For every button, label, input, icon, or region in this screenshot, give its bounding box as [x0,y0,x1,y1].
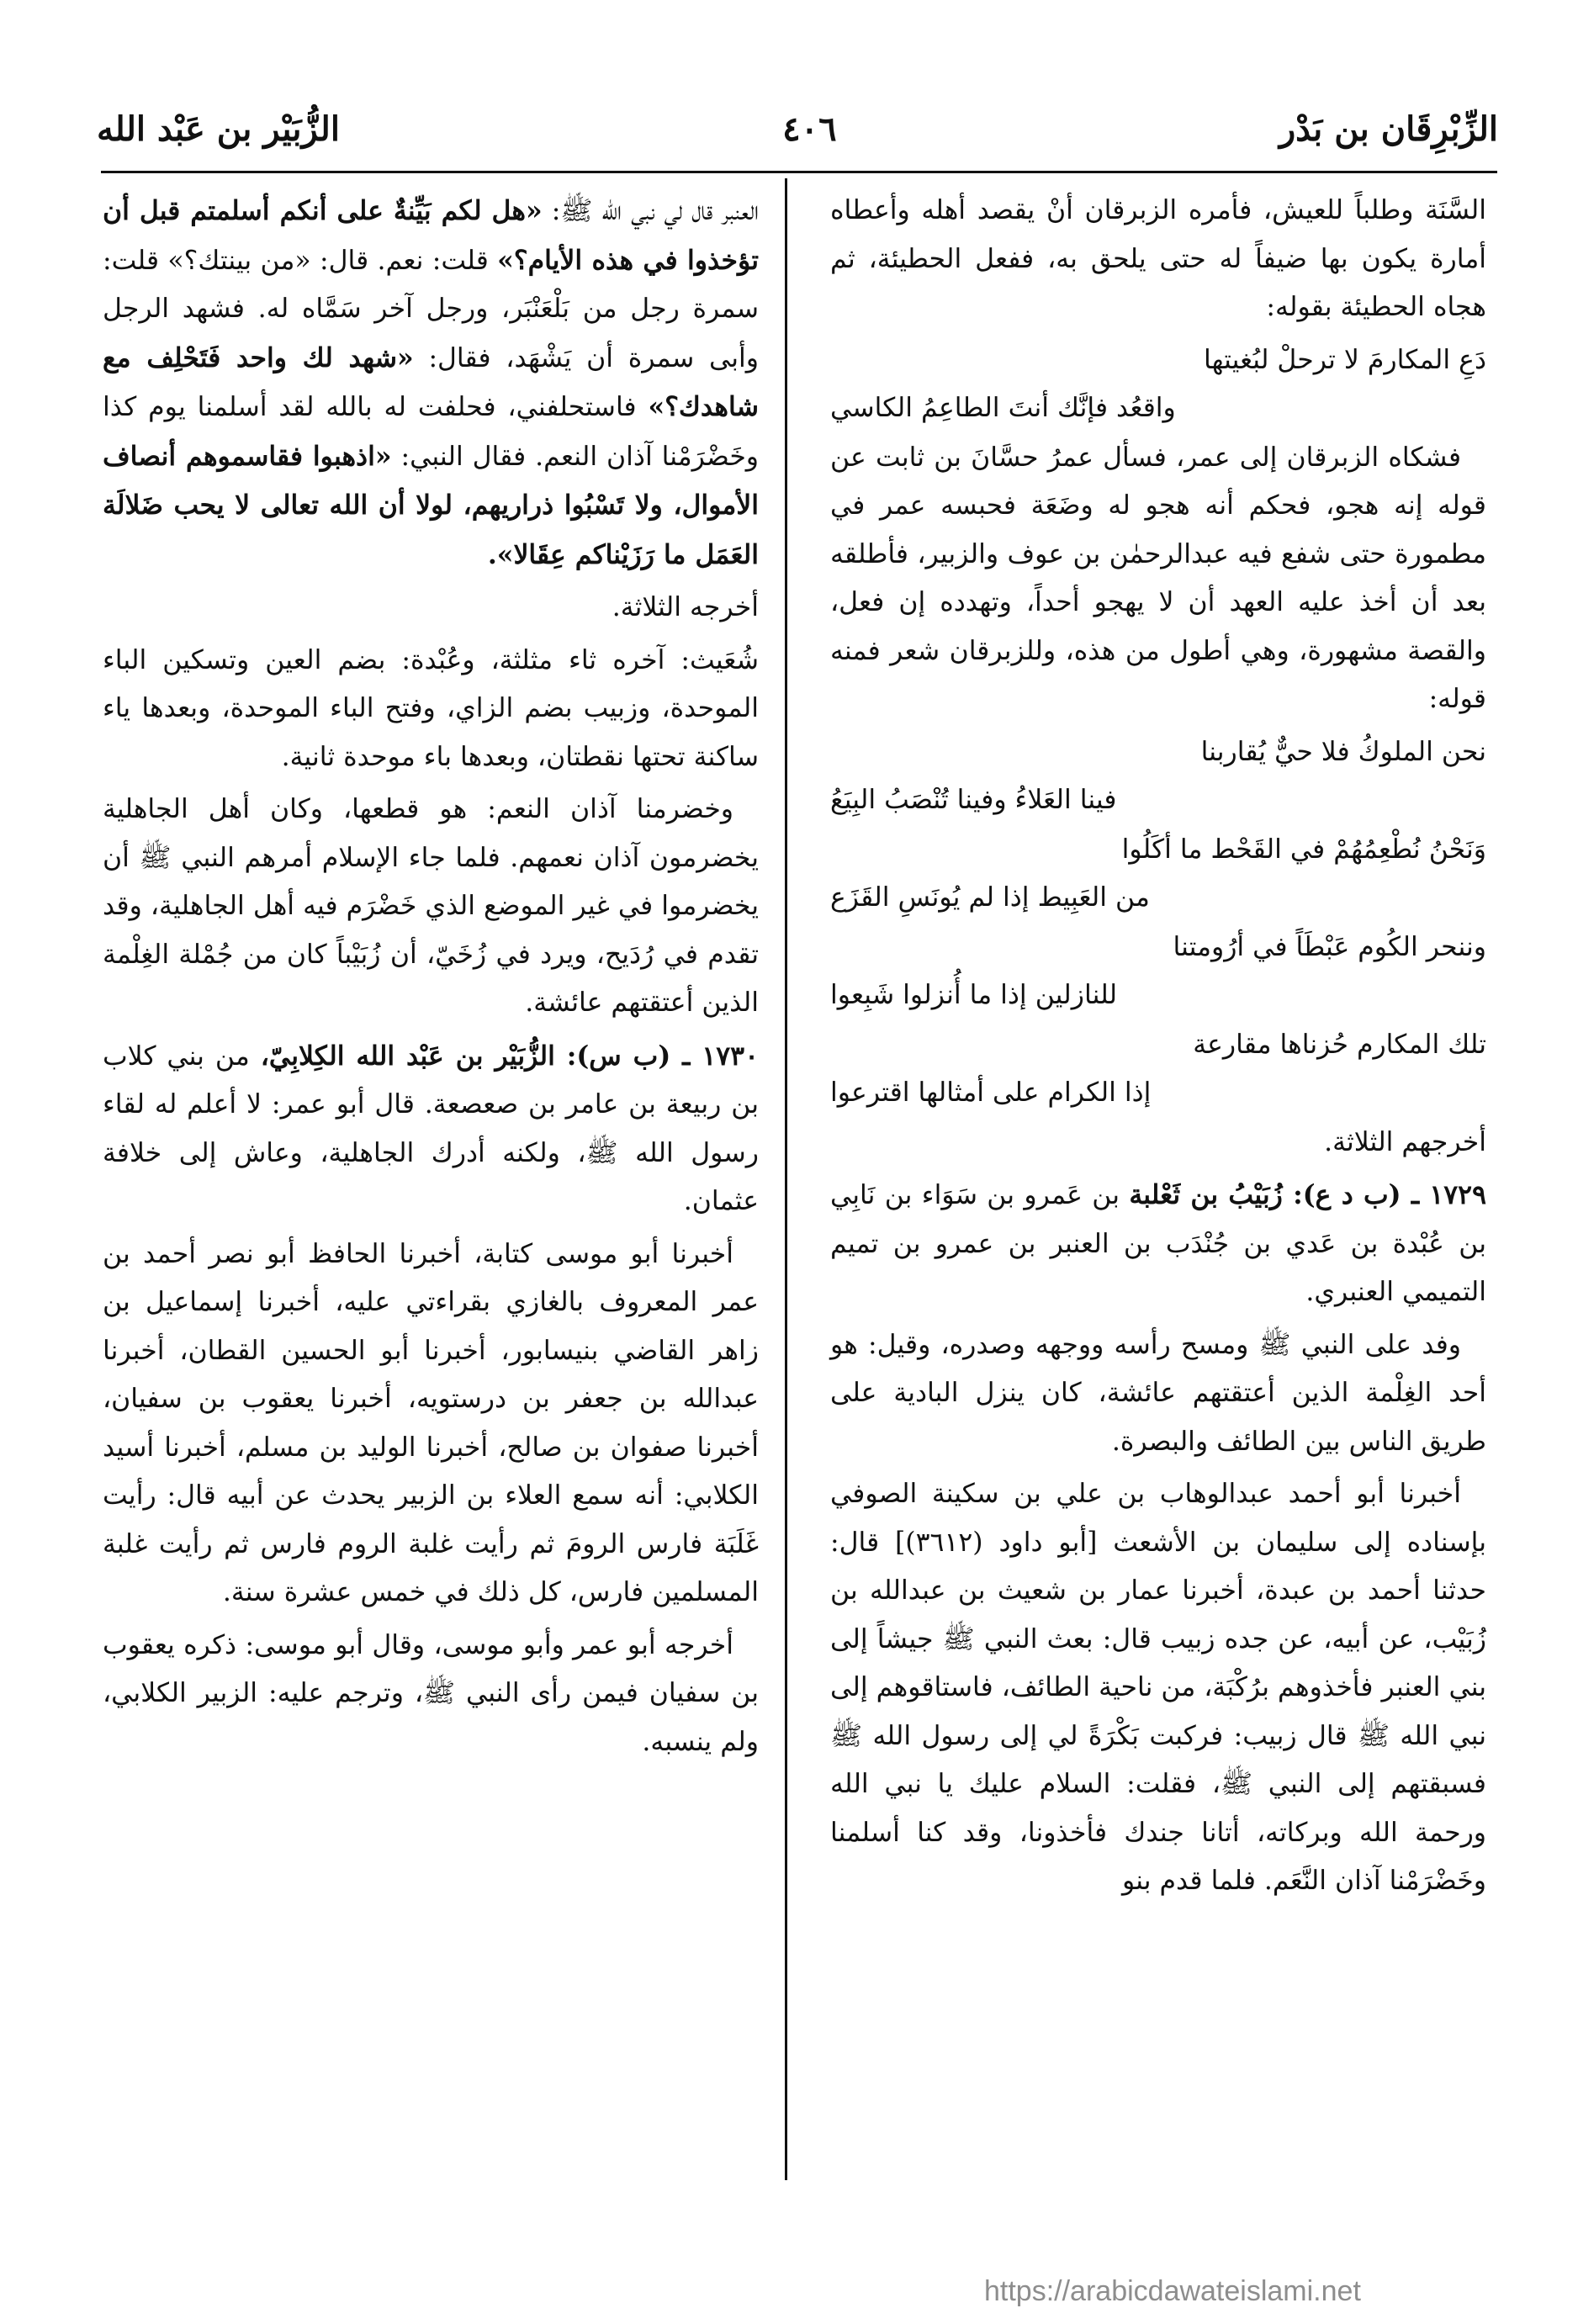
verse-hemistich: واقعُد فإنَّك أنتَ الطاعِمُ الكاسي [830,393,1176,423]
entry-heading-1730: ١٧٣٠ ـ (ب س): الزُّبَيْر بن عَبْد الله الكِلابِيّ، [260,1040,759,1072]
paragraph: وفد على النبي ﷺ ومسح رأسه ووجهه وصدره، وقيل: هو أحد الغِلْمة الذين أعتقتهم عائشة، كان ينزل البادية على طريق الناس بين الطائف والبصرة. [830,1329,1486,1457]
entry-heading-1729: ١٧٢٩ ـ (ب د ع): زُبَيْبُ بن ثَعْلبة [1129,1179,1487,1210]
right-column [830,187,1486,1910]
paragraph: أخرجه الثلاثة. [612,592,759,622]
paragraph: وخضرمنا آذان النعم: هو قطعها، وكان أهل الجاهلية يخضرمون آذان نعمهم. فلما جاء الإسلام أمرهم النبي ﷺ أن يخضرموا في غير الموضع الذي خَضْرَم فيه أهل الجاهلية، وقد تقدم في رُدَيح، ويرد في زُخَيّ، أن زُبَيْباً كان من جُمْلة الغِلْمة الذين أعتقتهم عائشة. [103,794,759,1018]
verse [830,1021,1486,1118]
running-title-right: الزِّبْرِقَان بن بَدْر [1279,109,1498,149]
paragraph: أخرجه أبو عمر وأبو موسى، وقال أبو موسى: ذكره يعقوب بن سفيان فيمن رأى النبي ﷺ، وترجم عليه: الزبير الكلابي، ولم ينسبه. [103,1629,759,1757]
paragraph: أخرجهم الثلاثة. [1324,1126,1486,1157]
verse-hemistich: دَعِ المكارمَ لا ترحلْ لبُغيتها [1203,344,1486,375]
hadith-quote: «اذهبوا فقاسموهم أنصاف الأموال، ولا تَسْبُوا ذراريهم، لولا أن الله تعالى لا يحب ضَلالَة العَمَل ما رَزَيْناكم عِقَالا». [103,440,759,570]
paragraph: فشكاه الزبرقان إلى عمر، فسأل عمرُ حسَّانَ بن ثابت عن قوله إنه هجو، فحكم أنه هجو له وضَعَة فحبسه عمر في مطمورة حتى شفع فيه عبدالرحمٰن بن عوف والزبير، فأطلقه بعد أن أخذ عليه العهد أن لا يهجو أحداً، وتهدده إن فعل، والقصة مشهورة، وهي أطول من هذه، وللزبرقان شعر فمنه قوله: [830,442,1486,714]
entry-paragraph [103,1032,759,1226]
paragraph: أخبرنا أبو أحمد عبدالوهاب بن علي بن سكينة الصوفي بإسناده إلى سليمان بن الأشعث [أبو داود (٣٦١٢)] قال: حدثنا أحمد بن عبدة، أخبرنا عمار بن شعيث بن عبدالله بن زُبَيْب، عن أبيه، عن جده زبيب قال: بعث النبي ﷺ جيشاً إلى بني العنبر فأخذوهم برُكْبَة، من ناحية الطائف، فاستاقوهم إلى نبي الله ﷺ قال زبيب: فركبت بَكْرَةً لي إلى رسول الله ﷺ فسبقتهم إلى النبي ﷺ، فقلت: السلام عليك يا نبي الله ورحمة الله وبركاته، أتانا جندك فأخذونا، وقد كنا أسلمنا وخَضْرَمْنا آذان النَّعَم. فلما قدم بنو [830,1479,1486,1896]
entry-text: من بني كلاب بن ربيعة بن عامر بن صعصعة. قال أبو عمر: لا أعلم له لقاء رسول الله ﷺ، ولكنه أدرك الجاهلية، وعاش إلى خلافة عثمان. [103,1040,759,1216]
verse-hemistich: وَنَحْنُ نُطْعِمُهُمْ في القَحْط ما أكَلُوا [1121,834,1486,865]
left-column [103,187,759,1771]
paragraph: السَّنَة وطلباً للعيش، فأمره الزبرقان أنْ يقصد أهله وأعطاه أمارة يكون بها ضيفاً له حتى يلحق به، ففعل الحطيئة، ثم هجاه الحطيئة بقوله: [830,195,1486,322]
verse-hemistich: تلك المكارم حُزناها مقارعة [1193,1029,1486,1060]
verse-hemistich: نحن الملوكُ فلا حيٌّ يُقاربنا [1200,736,1486,767]
paragraph: أخبرنا أبو موسى كتابة، أخبرنا الحافظ أبو نصر أحمد بن عمر المعروف بالغازي بقراءتي عليه، أخبرنا إسماعيل بن زاهر القاضي بنيسابور، أخبرنا أبو الحسين القطان، أخبرنا عبدالله بن جعفر بن درستويه، أخبرنا يعقوب بن سفيان، أخبرنا صفوان بن صالح، أخبرنا الوليد بن مسلم، أخبرنا أسيد الكلابي: أنه سمع العلاء بن الزبير يحدث عن أبيه قال: رأيت غَلَبَة فارس الرومَ ثم رأيت غلبة الروم فارس ثم رأيت غلبة المسلمين فارس، كل ذلك في خمس عشرة سنة. [103,1238,759,1607]
paragraph: شُعَيث: آخره ثاء مثلثة، وعُبْدة: بضم العين وتسكين الباء الموحدة، وزبيب بضم الزاي، وفتح الباء الموحدة، وبعدها ياء ساكنة تحتها نقطتان، وبعدها باء موحدة ثانية. [103,644,759,772]
verse [830,924,1486,1020]
hadith-paragraph [103,187,759,580]
text-run: قلت: نعم. قال: «من بينتك؟» قلت: سمرة رجل من بَلْعَنْبَر، ورجل آخر سَمَّاه له. فشهد الرجل وأبى سمرة أن يَشْهَد، فقال: [103,245,760,373]
hadith-quote: «هل لكم بَيِّنةٌ على أنكم أسلمتم قبل أن تؤخذوا في هذه الأيام؟» [103,195,759,276]
verse-hemistich: إذا الكرام على أمثالها اقترعوا [830,1077,1152,1108]
verse-hemistich: وننحر الكُوم عَبْطَاً في أرُومتنا [1173,931,1486,962]
verse [830,336,1486,433]
verse-hemistich: فينا العَلاءُ وفينا تُنْصَبُ البِيَعُ [830,785,1117,815]
page-number: ٤٠٦ [782,109,837,149]
hadith-quote: «شهد لك واحد فَتَحْلِف مع شاهدك؟» [103,341,760,422]
verse-hemistich: من العَبِيط إذا لم يُونَسِ القَزَع [830,882,1150,913]
entry-paragraph [830,1171,1486,1317]
entry-text: بن عَمرو بن سَوَاء بن نَابِي بن عُبْدة بن عَدي بن جُنْدَب بن العنبر بن عمرو بن تميم التميمي العنبري. [830,1180,1486,1307]
page-header [97,91,1498,167]
header-rule [101,171,1497,173]
text-run: فاستحلفني، فحلفت له بالله لقد أسلمنا يوم كذا وخَضْرَمْنا آذان النعم. فقال النبي: [103,392,760,472]
text-run: العنبر قال لي نبي الله ﷺ: [551,196,759,226]
watermark-url: https://arabicdawateislami.net [984,2275,1361,2307]
verse [830,728,1486,825]
verse [830,826,1486,923]
column-divider [785,178,787,2180]
verse-hemistich: للنازلين إذا ما أُنزلوا شَبِعوا [830,980,1118,1010]
running-title-left: الزُّبَيْر بن عَبْد الله [97,109,340,149]
